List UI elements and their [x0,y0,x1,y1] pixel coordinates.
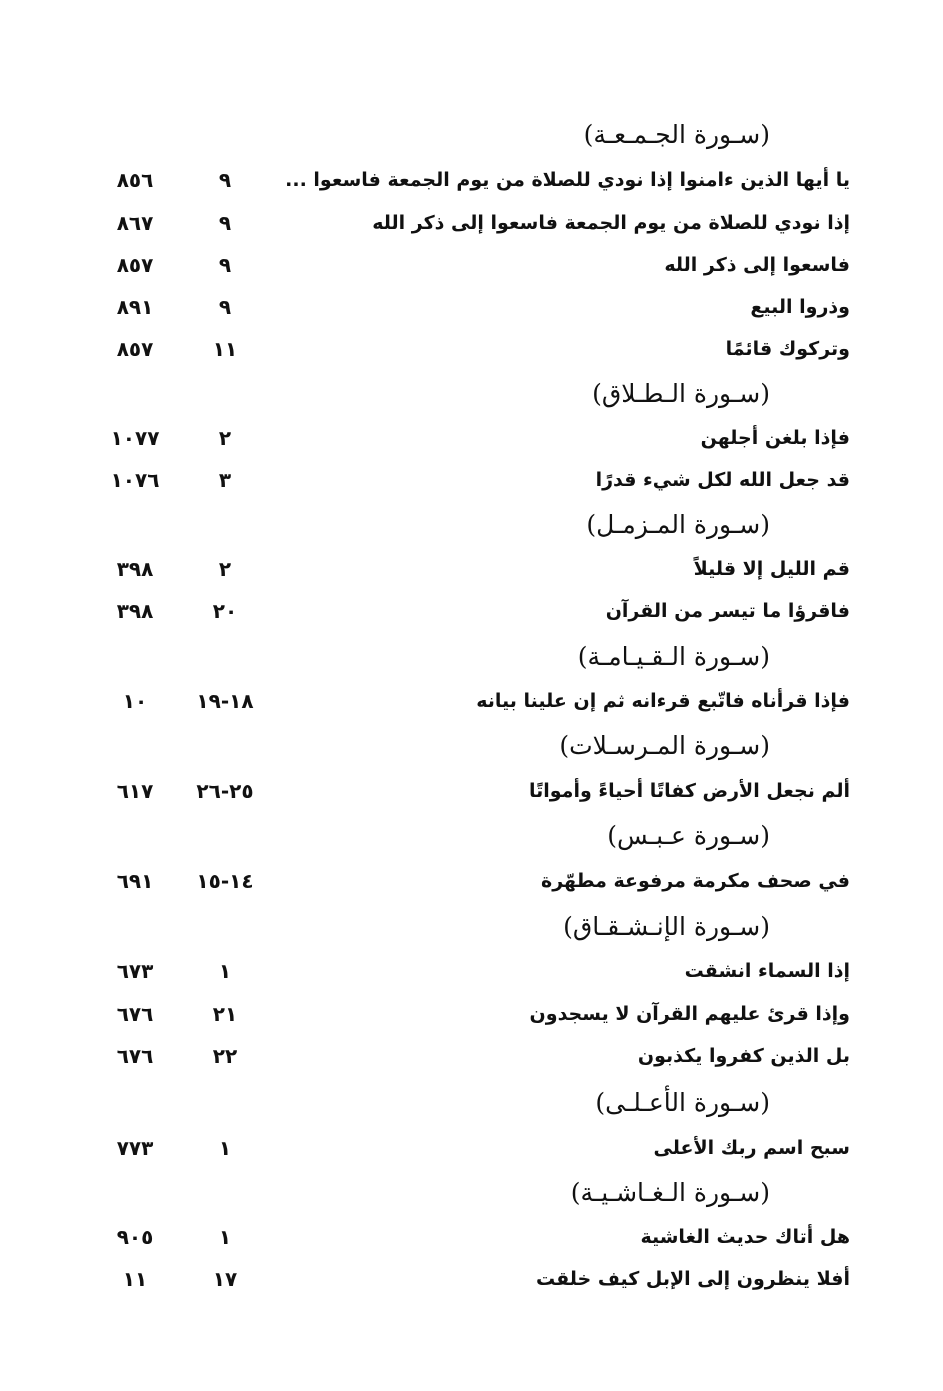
verse-number: ٢٢ [212,1044,238,1068]
verse-text: إذا نودي للصلاة من يوم الجمعة فاسعوا إلى ذكر الله [372,212,850,234]
verse-text: قم الليل إلا قليلاً [693,558,850,580]
page-number: ٨٥٧ [116,253,154,277]
verse-text: وإذا قرئ عليهم القرآن لا يسجدون [529,1003,850,1025]
verse-text: ألم نجعل الأرض كفاتًا أحياءً وأمواتًا [528,780,850,802]
page-number: ٨٩١ [116,295,154,319]
index-row [0,771,943,811]
page-number: ٦٧٦ [116,1002,154,1026]
page-number: ٩٠٥ [116,1225,154,1249]
section-heading: (سـورة عـبـس) [607,821,770,850]
verse-text: فاقرؤا ما تيسر من القرآن [605,600,850,622]
index-row [0,1036,943,1076]
verse-number: ٢ [218,557,232,581]
section-heading: (سـورة الجـمـعـة) [583,120,770,149]
verse-number: ٢٠ [212,599,238,623]
page-number: ١٠٧٦ [110,468,160,492]
page-number: ١١ [122,1267,148,1291]
section-heading: (سـورة المـرسـلات) [559,731,770,760]
section-heading: (سـورة الأعـلـى) [595,1088,770,1117]
section-heading: (سـورة المـزمـل) [586,510,770,539]
verse-text: في صحف مكرمة مرفوعة مطهّرة [540,870,850,892]
page-number: ١٠ [122,689,148,713]
index-row [0,460,943,500]
index-row [0,1259,943,1299]
index-row [0,951,943,991]
page-number: ٦٩١ [116,869,154,893]
section-heading: (سـورة الـطـلاق) [592,379,770,408]
index-row [0,160,943,200]
verse-text: بل الذين كفروا يكذبون [637,1045,850,1067]
verse-text: وذروا البيع [750,296,850,318]
index-row [0,203,943,243]
index-row [0,861,943,901]
verse-text: أفلا ينظرون إلى الإبل كيف خلقت [536,1268,850,1290]
verse-number: ١٨-١٩ [196,689,254,713]
index-row [0,287,943,327]
verse-number: ١٧ [212,1267,238,1291]
page-number: ٦١٧ [116,779,154,803]
index-row [0,329,943,369]
index-row [0,418,943,458]
verse-number: ٩ [218,211,232,235]
verse-number: ٩ [218,253,232,277]
page-number: ٨٦٧ [116,211,154,235]
index-row [0,591,943,631]
verse-number: ٣ [218,468,232,492]
verse-text: فإذا قرأناه فاتّبع قرءانه ثم إن علينا بيانه [476,690,850,712]
verse-number: ٩ [218,168,232,192]
verse-text: إذا السماء انشقت [684,960,850,982]
index-row [0,245,943,285]
index-row [0,1217,943,1257]
page-number: ٣٩٨ [116,599,154,623]
page-number: ٦٧٦ [116,1044,154,1068]
verse-number: ٢٥-٢٦ [196,779,254,803]
section-heading: (سـورة الـغـاشـيـة) [570,1178,770,1207]
verse-number: ١٤-١٥ [196,869,254,893]
index-row [0,994,943,1034]
verse-text: وتركوك قائمًا [725,338,850,360]
page-number: ٨٥٦ [116,168,154,192]
index-row [0,1128,943,1168]
index-row [0,681,943,721]
verse-number: ١ [218,1136,232,1160]
page-number: ٧٧٣ [116,1136,154,1160]
verse-text: فاسعوا إلى ذكر الله [664,254,850,276]
verse-text: فإذا بلغن أجلهن [700,427,850,449]
verse-number: ٩ [218,295,232,319]
section-heading: (سـورة الـقـيـامـة) [577,642,770,671]
verse-text: سبح اسم ربك الأعلى [653,1137,850,1159]
page-number: ٣٩٨ [116,557,154,581]
verse-number: ١ [218,1225,232,1249]
page-number: ٨٥٧ [116,337,154,361]
verse-number: ٢ [218,426,232,450]
page-number: ١٠٧٧ [110,426,160,450]
verse-text: يا أيها الذين ءامنوا إذا نودي للصلاة من يوم الجمعة فاسعوا ... [285,169,850,191]
page-number: ٦٧٣ [116,959,154,983]
verse-number: ١١ [212,337,238,361]
verse-number: ٢١ [212,1002,238,1026]
section-heading: (سـورة الإنـشـقـاق) [563,912,770,941]
verse-number: ١ [218,959,232,983]
verse-text: هل أتاك حديث الغاشية [640,1226,850,1248]
index-row [0,549,943,589]
verse-text: قد جعل الله لكل شيء قدرًا [595,469,850,491]
